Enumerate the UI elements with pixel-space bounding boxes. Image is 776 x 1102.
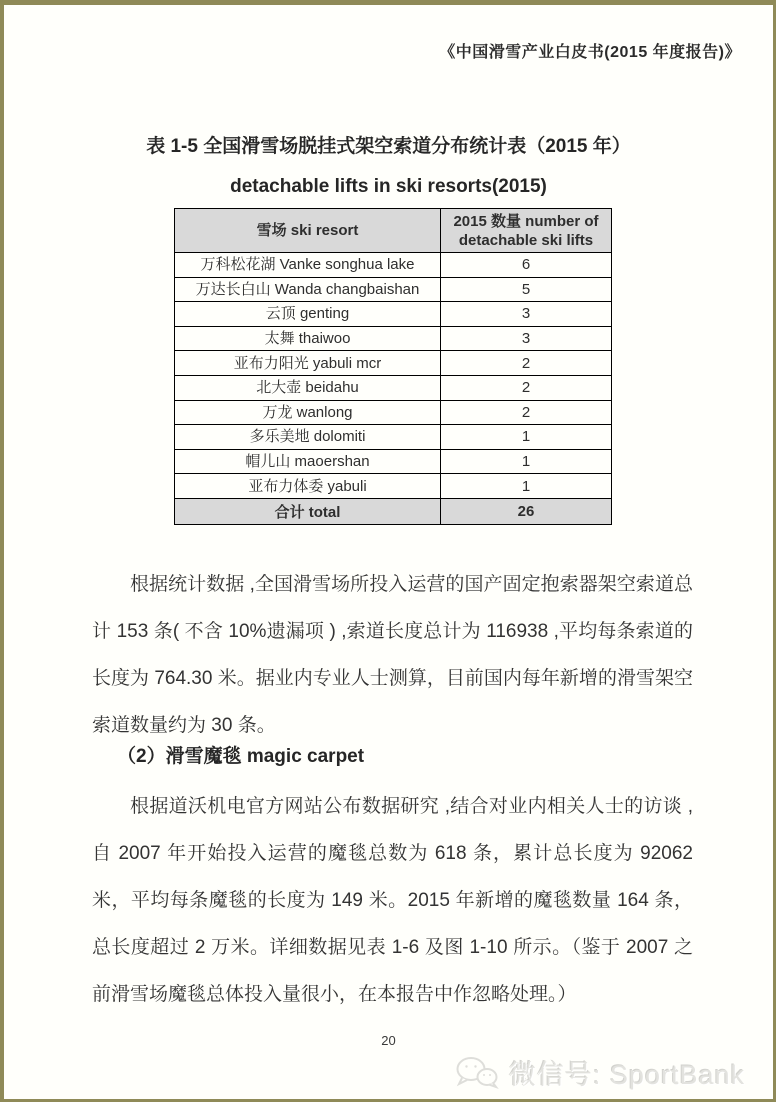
table-row xyxy=(175,253,612,278)
count-cell: 2 xyxy=(441,351,612,376)
resort-cell: 云顶 genting xyxy=(175,302,441,327)
ski-lift-table xyxy=(174,208,612,525)
table-title-en: detachable lifts in ski resorts(2015) xyxy=(230,176,547,197)
table-row xyxy=(175,425,612,450)
total-label: 合计 total xyxy=(175,498,441,524)
watermark-label: 微信号: SportBank xyxy=(508,1060,745,1090)
count-cell: 3 xyxy=(441,302,612,327)
resort-cell: 万达长白山 Wanda changbaishan xyxy=(175,277,441,302)
count-cell: 6 xyxy=(441,253,612,278)
table-row xyxy=(175,375,612,400)
total-value: 26 xyxy=(441,498,612,524)
paragraph-lift-statistics: 根据统计数据 ,全国滑雪场所投入运营的国产固定抱索器架空索道总计 153 条( 不含 10%遗漏项 ) ,索道长度总计为 116938 ,平均每条索道的长度为 764.30 米。据业内专业人士测算，目前国内每年新增的滑雪架空索道数量约为 30 条。 xyxy=(92,574,693,736)
table-header-row xyxy=(175,209,612,253)
table-row xyxy=(175,351,612,376)
resort-cell: 太舞 thaiwoo xyxy=(175,326,441,351)
resort-cell: 亚布力阳光 yabuli mcr xyxy=(175,351,441,376)
table-row xyxy=(175,302,612,327)
column-header-resort: 雪场 ski resort xyxy=(175,209,441,253)
resort-cell: 北大壶 beidahu xyxy=(175,375,441,400)
table-row xyxy=(175,326,612,351)
watermark xyxy=(455,1053,745,1092)
count-cell: 5 xyxy=(441,277,612,302)
table-title-zh: 表 1-5 全国滑雪场脱挂式架空索道分布统计表（2015 年） xyxy=(146,136,631,157)
resort-cell: 亚布力体委 yabuli xyxy=(175,474,441,499)
count-cell: 1 xyxy=(441,449,612,474)
resort-cell: 多乐美地 dolomiti xyxy=(175,425,441,450)
table-row xyxy=(175,277,612,302)
table-row xyxy=(175,474,612,499)
table-body xyxy=(175,253,612,499)
resort-cell: 帽儿山 maoershan xyxy=(175,449,441,474)
page-number: 20 xyxy=(381,1033,396,1048)
table-row xyxy=(175,400,612,425)
resort-cell: 万龙 wanlong xyxy=(175,400,441,425)
section-heading-magic-carpet: （2）滑雪魔毯 magic carpet xyxy=(117,746,365,767)
table-row xyxy=(175,449,612,474)
count-cell: 2 xyxy=(441,375,612,400)
wechat-icon xyxy=(455,1056,499,1090)
resort-cell: 万科松花湖 Vanke songhua lake xyxy=(175,253,441,278)
count-cell: 1 xyxy=(441,474,612,499)
count-cell: 1 xyxy=(441,425,612,450)
table-total-row xyxy=(175,498,612,524)
column-header-count: 2015 数量 number of detachable ski lifts xyxy=(441,209,612,253)
document-header-title: 《中国滑雪产业白皮书(2015 年度报告)》 xyxy=(439,44,741,61)
count-cell: 3 xyxy=(441,326,612,351)
paragraph-magic-carpet: 根据道沃机电官方网站公布数据研究 ,结合对业内相关人士的访谈 ,自 2007 年开始投入运营的魔毯总数为 618 条，累计总长度为 92062 米，平均每条魔毯的长度为 149 米。2015 年新增的魔毯数量 164 条，总长度超过 2 万米。详细数据见表 1-6 及图 1-10 所示。（鉴于 2007 之前滑雪场魔毯总体投入量很小，在本报告中作忽略处理。） xyxy=(92,796,693,1005)
count-cell: 2 xyxy=(441,400,612,425)
